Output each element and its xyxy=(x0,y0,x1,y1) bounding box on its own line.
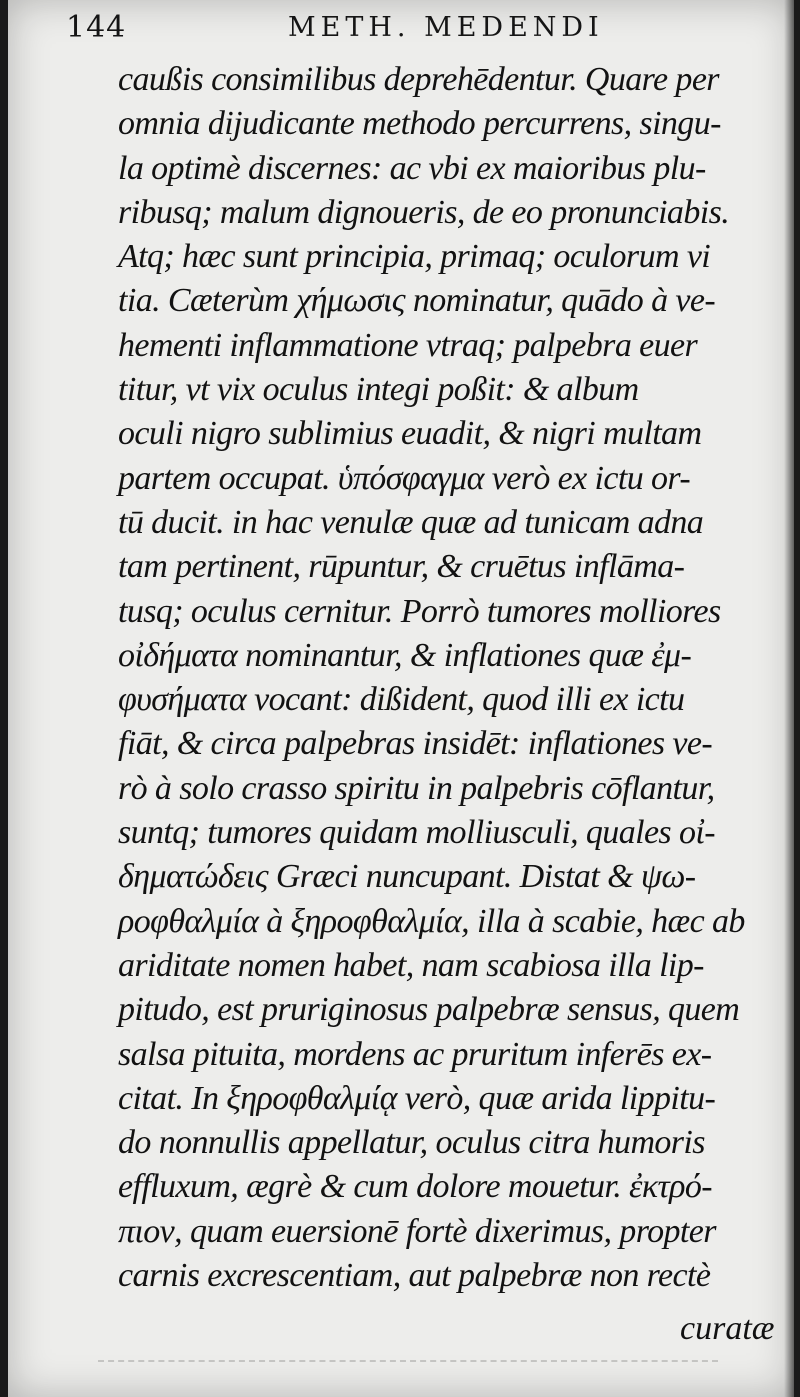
text-line: φυσήματα vocant: dißident, quod illi ex ictu xyxy=(118,681,685,719)
text-line: salsa pituita, mordens ac pruritum inferēs ex- xyxy=(118,1035,712,1073)
text-line: ariditate nomen habet, nam scabiosa illa lip- xyxy=(118,946,704,984)
text-line: πιον, quam euersionē fortè dixerimus, propter xyxy=(118,1212,716,1250)
text-line: la optimè discernes: ac vbi ex maioribus plu- xyxy=(118,149,706,187)
text-line: omnia dijudicante methodo percurrens, singu- xyxy=(118,105,721,143)
catchword: curatæ xyxy=(680,1310,775,1347)
text-line: fiāt, & circa palpebras insidēt: inflationes ve- xyxy=(118,725,713,763)
text-line: carnis excrescentiam, aut palpebræ non rectè xyxy=(118,1257,711,1295)
text-line: οἰδήματα nominantur, & inflationes quæ ἐμ- xyxy=(118,636,692,674)
text-line: ροφθαλμία à ξηροφθαλμία, illa à scabie, hæc ab xyxy=(118,902,745,940)
text-line: partem occupat. ὑπόσφαγμα verò ex ictu or- xyxy=(118,459,691,497)
text-line: caußis consimilibus deprehēdentur. Quare per xyxy=(118,61,719,98)
text-line: titur, vt vix oculus integi poßit: & album xyxy=(118,371,639,409)
text-line: tam pertinent, rūpuntur, & cruētus inflāma- xyxy=(118,548,685,586)
book-page xyxy=(8,0,794,1397)
page-edge-shadow xyxy=(784,0,794,1397)
page-smudge xyxy=(98,1360,718,1368)
page-number: 144 xyxy=(66,10,127,45)
text-line: tū ducit. in hac venulæ quæ ad tunicam adna xyxy=(118,503,704,541)
text-line: pitudo, est pruriginosus palpebræ sensus, quem xyxy=(118,991,740,1029)
text-line: δηματώδεις Græci nuncupant. Distat & ψω- xyxy=(118,858,696,896)
text-line: tusq; oculus cernitur. Porrò tumores molliores xyxy=(118,592,721,630)
text-line: tia. Cæterùm χήμωσις nominatur, quādo à ve- xyxy=(118,282,716,320)
text-line: Atq; hæc sunt principia, primaq; oculorum vi xyxy=(118,238,711,276)
text-line: suntq; tumores quidam molliusculi, quales οἰ- xyxy=(118,814,715,852)
text-line: rò à solo crasso spiritu in palpebris cōflantur, xyxy=(118,769,715,807)
text-line: oculi nigro sublimius euadit, & nigri multam xyxy=(118,415,702,453)
text-line: citat. In ξηροφθαλμίᾳ verò, quæ arida lippitu- xyxy=(118,1079,716,1117)
text-line: hementi inflammatione vtraq; palpebra euer xyxy=(118,326,698,364)
page-header xyxy=(66,6,766,50)
text-line: do nonnullis appellatur, oculus citra humoris xyxy=(118,1124,705,1162)
body-text xyxy=(118,58,778,1298)
running-head: METH. MEDENDI xyxy=(288,12,604,43)
text-line: effluxum, ægrè & cum dolore mouetur. ἐκτρό- xyxy=(118,1168,712,1206)
text-line: ribusq; malum dignoueris, de eo pronunciabis. xyxy=(118,193,730,231)
